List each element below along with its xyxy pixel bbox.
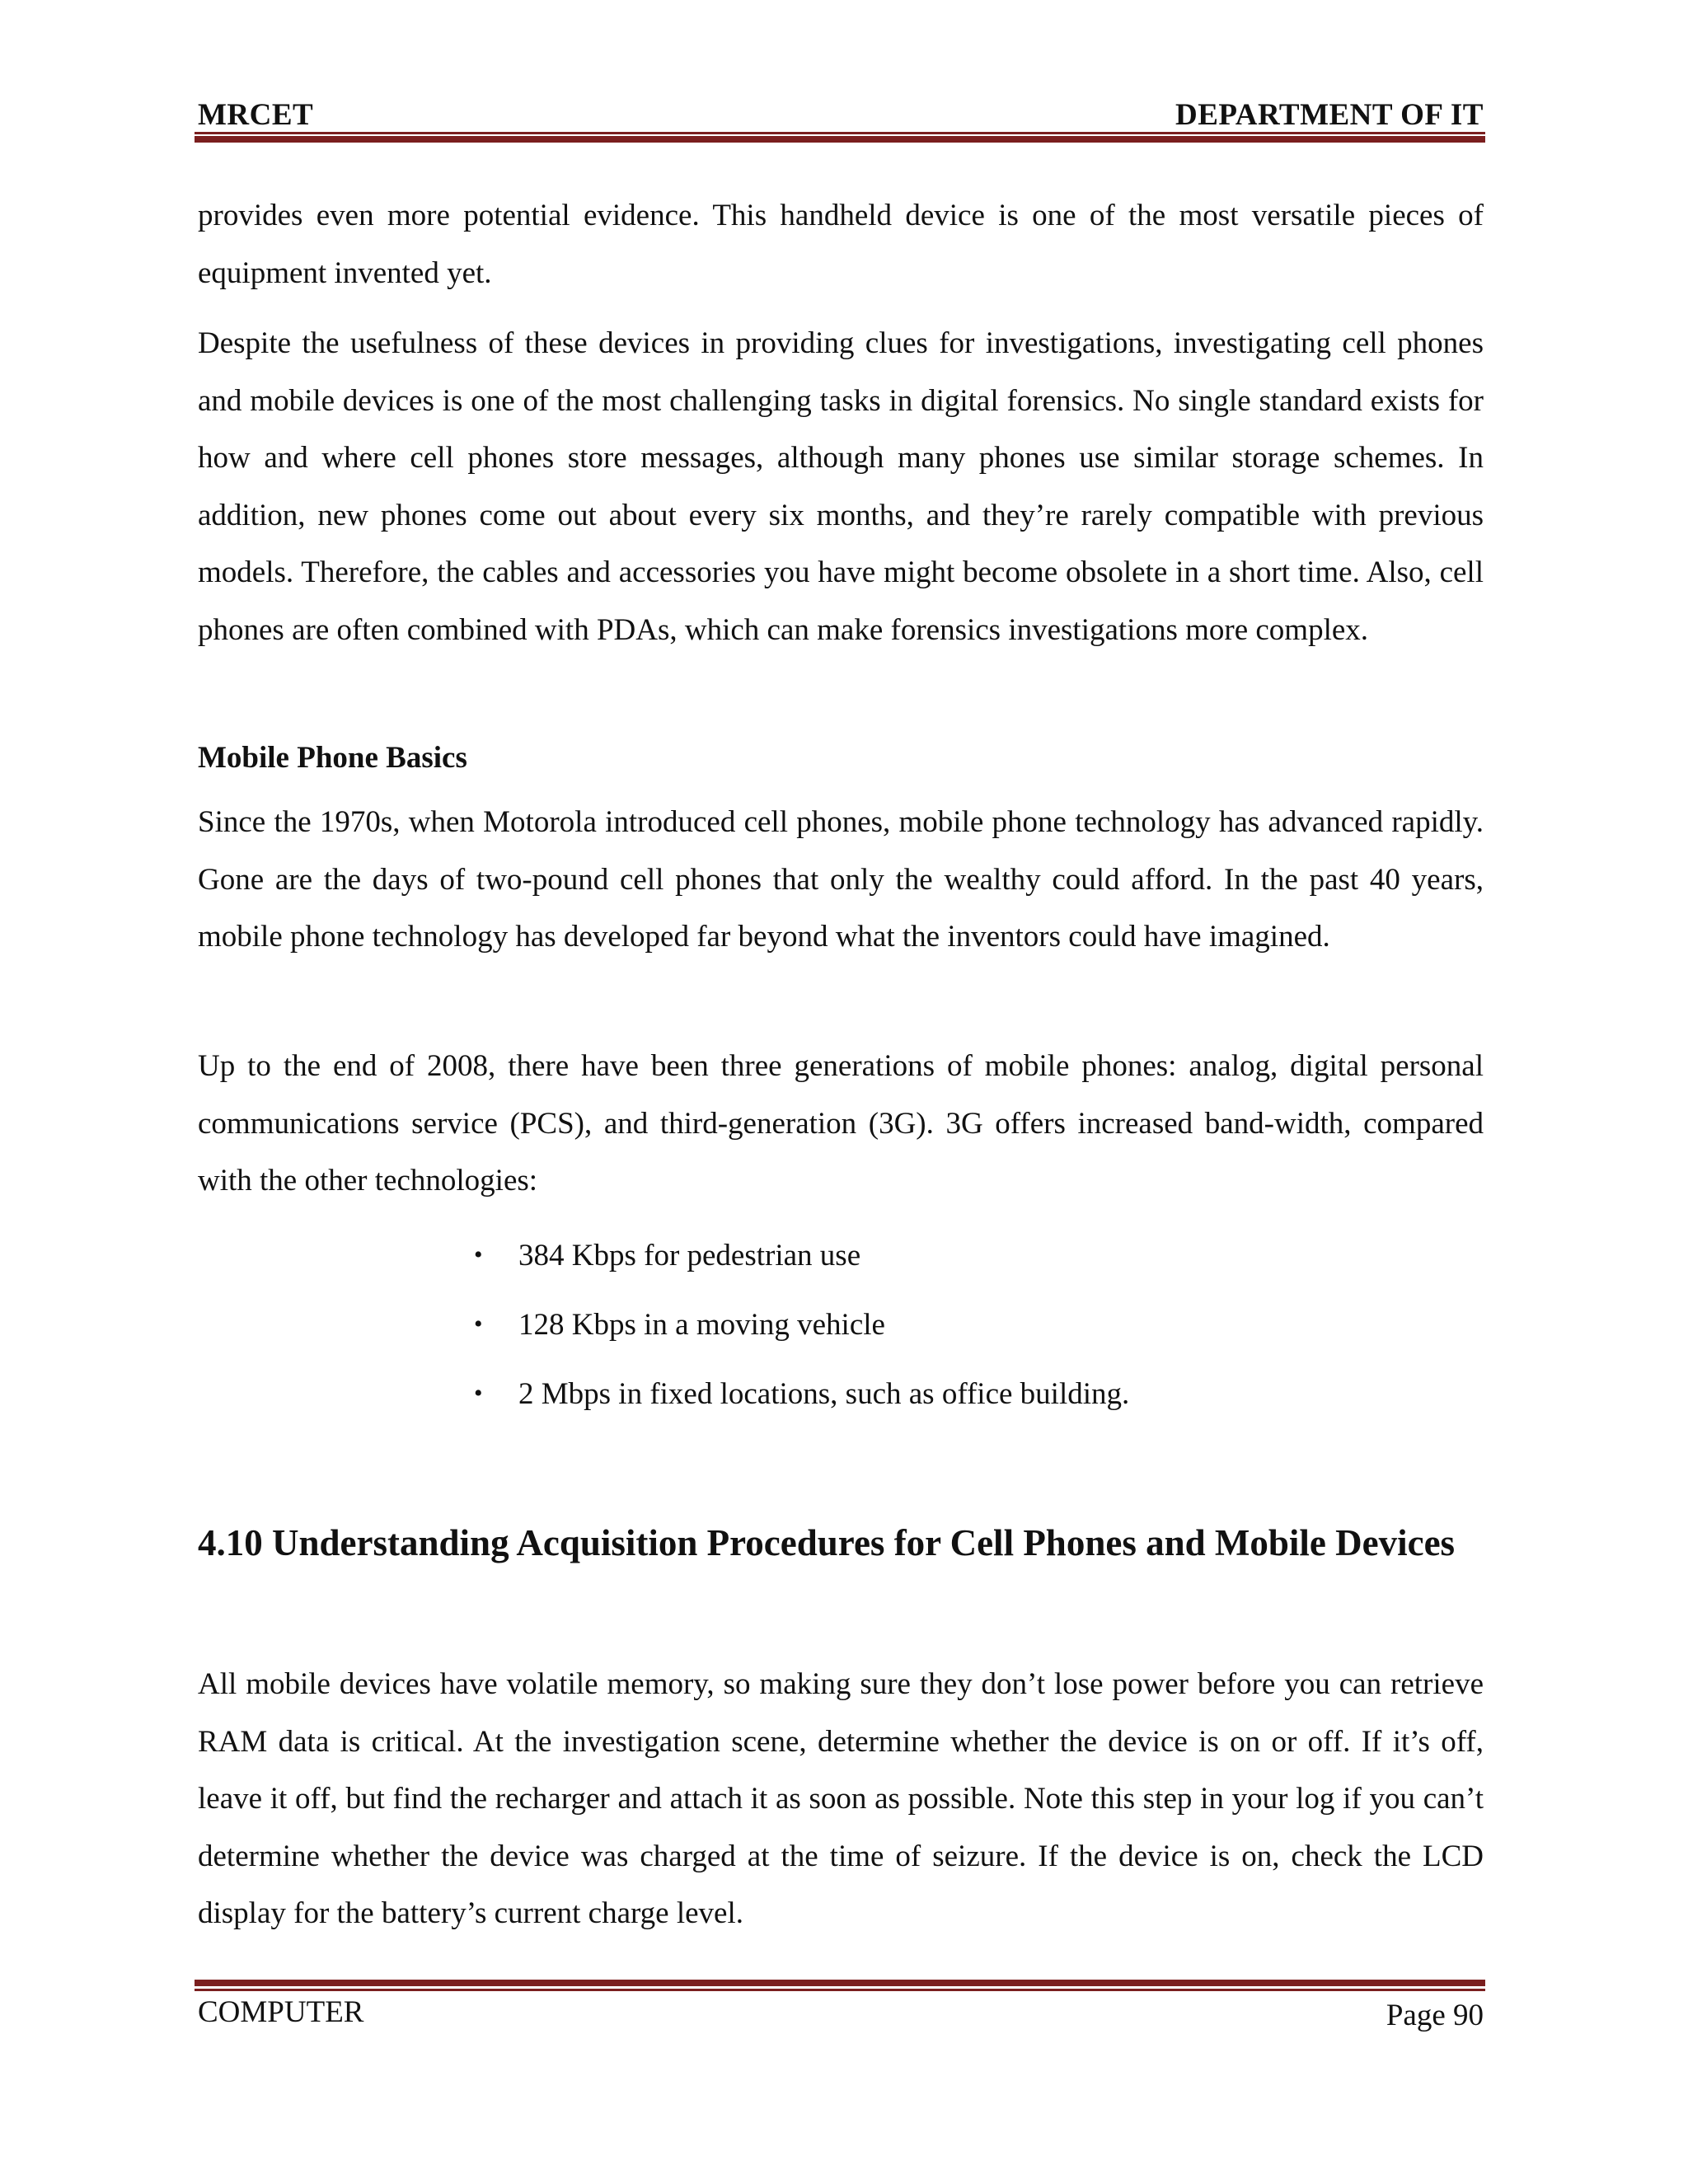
bullet-icon: • <box>474 1380 483 1407</box>
bandwidth-list <box>474 1221 1129 1428</box>
paragraph-continuation: provides even more potential evidence. This handheld device is one of the most versatile pieces of equipment invented yet. <box>198 199 1484 290</box>
bullet-icon: • <box>474 1241 483 1268</box>
paragraph-generations: Up to the end of 2008, there have been three generations of mobile phones: analog, digital personal communications service (PCS), and third-generation (3G). 3G offers increased band-width, compared with the other technologies: <box>198 1049 1484 1197</box>
bullet-icon: • <box>474 1310 483 1338</box>
paragraph-challenges: Despite the usefulness of these devices in providing clues for investigations, investigating cell phones and mobile devices is one of the most challenging tasks in digital forensics. No single standard exists for how and where cell phones store messages, although many phones use similar storage schemes. In addition, new phones come out about every six months, and they’re rarely compatible with previous models. Therefore, the cables and accessories you have might become obsolete in a short time. Also, cell phones are often combined with PDAs, which can make forensics investigations more complex. <box>198 326 1484 647</box>
list-item <box>474 1359 1129 1428</box>
paragraph-acquisition: All mobile devices have volatile memory, so making sure they don’t lose power before you can retrieve RAM data is critical. At the investigation scene, determine whether the device is on or off. If it’s off, leave it off, but find the recharger and attach it as soon as possible. Note this step in your log if you can’t determine whether the device was charged at the time of seizure. If the device is on, check the LCD display for the battery’s current charge level. <box>198 1667 1484 1930</box>
footer-rule-thick <box>195 1980 1485 1986</box>
list-item <box>474 1221 1129 1290</box>
list-item-text: 384 Kbps for pedestrian use <box>518 1238 861 1272</box>
header-department: DEPARTMENT OF IT <box>1175 98 1484 132</box>
header-institution: MRCET <box>198 98 314 132</box>
header-rule-thick <box>195 136 1485 143</box>
page-number: Page 90 <box>1386 1999 1484 2032</box>
footer-rule-thin <box>195 1989 1485 1991</box>
list-item-text: 2 Mbps in fixed locations, such as office building. <box>518 1376 1130 1411</box>
section-heading-4-10: 4.10 Understanding Acquisition Procedures for Cell Phones and Mobile Devices <box>198 1522 1456 1563</box>
header-rule-thin <box>195 132 1485 134</box>
list-item <box>474 1290 1129 1359</box>
paragraph-history: Since the 1970s, when Motorola introduced cell phones, mobile phone technology has advanced rapidly. Gone are the days of two-pound cell phones that only the wealthy could afford. In the past 40 years, mobile phone technology has developed far beyond what the inventors could have imagined. <box>198 805 1484 954</box>
footer-subject: COMPUTER <box>198 1995 364 2029</box>
subheading-mobile-phone-basics: Mobile Phone Basics <box>198 741 467 775</box>
list-item-text: 128 Kbps in a moving vehicle <box>518 1307 885 1342</box>
